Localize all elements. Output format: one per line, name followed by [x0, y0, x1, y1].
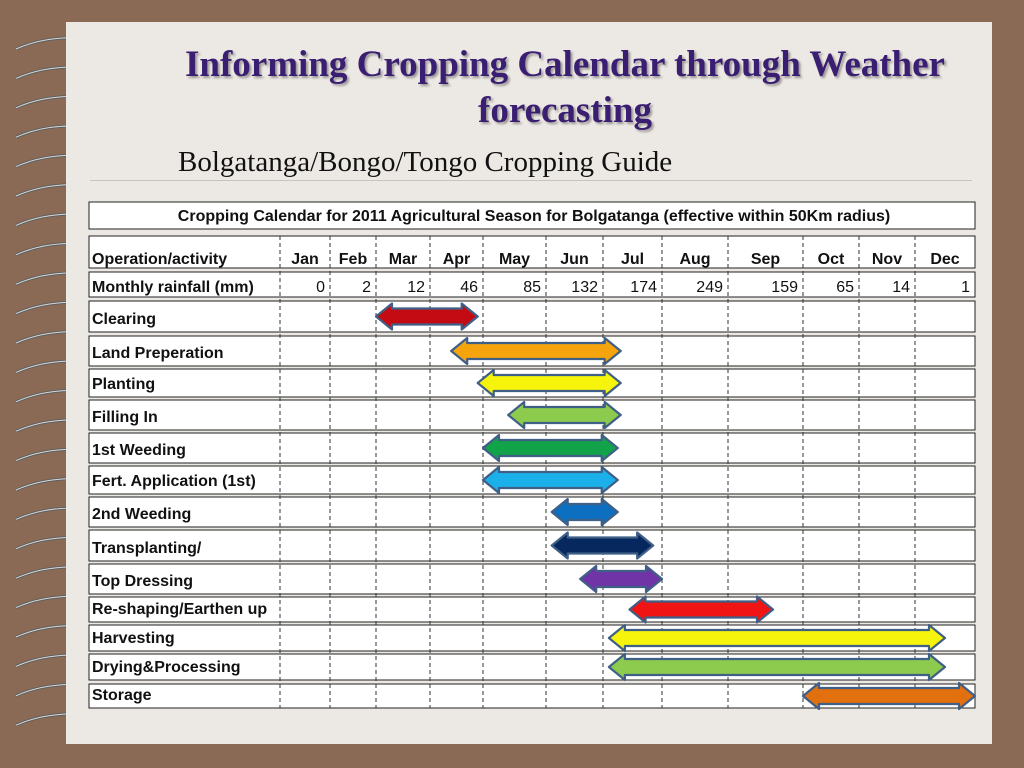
rainfall-value-apr: 46: [460, 279, 478, 296]
rainfall-value-feb: 2: [362, 279, 371, 296]
rainfall-value-jan: 0: [316, 279, 325, 296]
month-label-jul: Jul: [620, 251, 645, 268]
activity-label: Top Dressing: [92, 573, 194, 590]
calendar-title: Cropping Calendar for 2011 Agricultural Season for Bolgatanga (effective within 50Km radius): [177, 208, 891, 225]
activity-row: [89, 497, 975, 527]
rainfall-value-aug: 249: [696, 279, 723, 296]
month-label-dec: Dec: [930, 251, 960, 268]
activity-row: [89, 530, 975, 561]
month-label-apr: Apr: [442, 251, 471, 268]
activity-label: Clearing: [92, 311, 157, 328]
rainfall-value-dec: 1: [961, 279, 970, 296]
month-label-jun: Jun: [560, 251, 589, 268]
activity-bar: [580, 566, 662, 592]
activity-bar: [803, 683, 975, 709]
activity-label: Storage: [92, 687, 152, 704]
month-label-mar: Mar: [388, 251, 418, 268]
activity-row: [89, 301, 975, 332]
activity-bar: [451, 338, 621, 364]
activity-bar: [478, 370, 621, 396]
activity-label: Harvesting: [92, 630, 175, 647]
rainfall-value-may: 85: [523, 279, 541, 296]
activity-bar: [376, 304, 478, 330]
activity-bar: [508, 402, 621, 428]
activity-bar: [630, 597, 773, 623]
activity-bar: [483, 435, 618, 461]
rainfall-value-nov: 14: [892, 279, 910, 296]
activity-label: Filling In: [92, 409, 158, 426]
month-label-nov: Nov: [871, 251, 903, 268]
activity-label: Land Preperation: [92, 345, 224, 362]
rainfall-label: Monthly rainfall (mm): [92, 279, 254, 296]
month-label-oct: Oct: [817, 251, 845, 268]
activity-bar: [609, 625, 945, 651]
slide-subtitle: Bolgatanga/Bongo/Tongo Cropping Guide: [178, 146, 673, 178]
activity-bar: [483, 467, 618, 493]
activity-label: 1st Weeding: [92, 442, 186, 459]
month-label-may: May: [498, 251, 531, 268]
month-label-jan: Jan: [291, 251, 319, 268]
slide-title: Informing Cropping Calendar through Weather forecasting: [185, 44, 945, 131]
activity-label: Transplanting/: [92, 540, 202, 557]
activity-bar: [552, 499, 618, 525]
activity-label: Planting: [92, 376, 156, 393]
activity-row: [89, 564, 975, 594]
activity-label: Drying&Processing: [92, 659, 241, 676]
header-label: Operation/activity: [92, 251, 228, 268]
activity-label: 2nd Weeding: [92, 506, 192, 523]
month-label-sep: Sep: [750, 251, 781, 268]
month-label-aug: Aug: [679, 251, 711, 268]
month-label-feb: Feb: [338, 251, 368, 268]
rainfall-value-jul: 174: [630, 279, 657, 296]
rainfall-value-oct: 65: [836, 279, 854, 296]
activity-bar: [552, 533, 653, 559]
activity-label: Fert. Application (1st): [92, 473, 256, 490]
activity-label: Re-shaping/Earthen up: [92, 601, 268, 618]
rainfall-value-jun: 132: [571, 279, 598, 296]
rainfall-value-sep: 159: [771, 279, 798, 296]
activity-bar: [609, 654, 945, 680]
rainfall-value-mar: 12: [407, 279, 425, 296]
